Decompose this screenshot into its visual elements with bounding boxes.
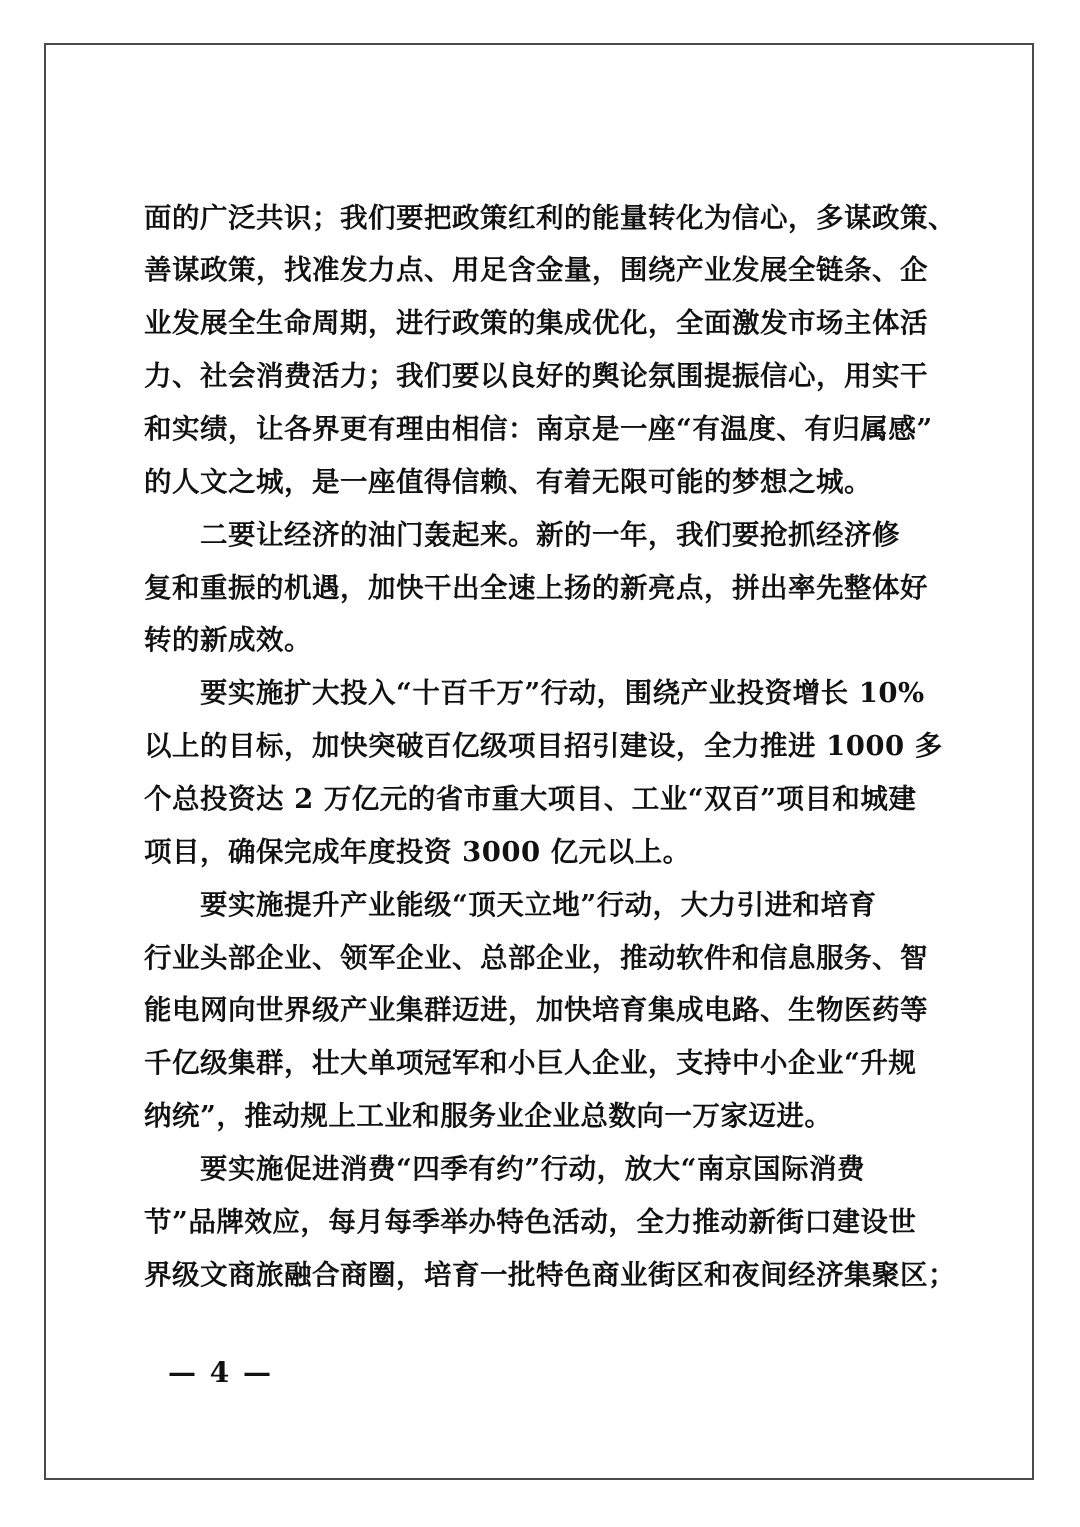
body-line: 和实绩，让各界更有理由相信：南京是一座“有温度、有归属感” (144, 413, 933, 445)
body-line: 力、社会消费活力；我们要以良好的舆论氛围提振信心，用实干 (144, 360, 928, 392)
page-number: — 4 — (168, 1356, 273, 1389)
body-line: 节”品牌效应，每月每季举办特色活动，全力推动新街口建设世 (144, 1206, 917, 1238)
body-line: 转的新成效。 (144, 624, 312, 656)
body-line: 复和重振的机遇，加快干出全速上扬的新亮点，拼出率先整体好 (144, 572, 928, 604)
body-line: 的人文之城，是一座值得信赖、有着无限可能的梦想之城。 (144, 466, 872, 498)
body-line: 项目，确保完成年度投资 3000 亿元以上。 (144, 836, 691, 868)
body-line: 善谋政策，找准发力点、用足含金量，围绕产业发展全链条、企 (144, 254, 928, 286)
body-line: 界级文商旅融合商圈，培育一批特色商业街区和夜间经济集聚区； (144, 1259, 956, 1291)
body-line: 面的广泛共识；我们要把政策红利的能量转化为信心，多谋政策、 (144, 202, 956, 234)
paragraph-start-line: 要实施扩大投入“十百千万”行动，围绕产业投资增长 10% (200, 677, 925, 709)
paragraph-start-line: 要实施促进消费“四季有约”行动，放大“南京国际消费 (200, 1153, 865, 1185)
body-line: 纳统”，推动规上工业和服务业企业总数向一万家迈进。 (144, 1100, 833, 1132)
body-line: 行业头部企业、领军企业、总部企业，推动软件和信息服务、智 (144, 942, 928, 974)
body-line: 业发展全生命周期，进行政策的集成优化，全面激发市场主体活 (144, 307, 928, 339)
paragraph-start-line: 要实施提升产业能级“顶天立地”行动，大力引进和培育 (200, 889, 877, 921)
body-line: 以上的目标，加快突破百亿级项目招引建设，全力推进 1000 多 (144, 730, 943, 762)
body-line: 能电网向世界级产业集群迈进，加快培育集成电路、生物医药等 (144, 994, 928, 1026)
paragraph-start-line: 二要让经济的油门轰起来。新的一年，我们要抢抓经济修 (200, 519, 900, 551)
body-line: 千亿级集群，壮大单项冠军和小巨人企业，支持中小企业“升规 (144, 1047, 917, 1079)
body-line: 个总投资达 2 万亿元的省市重大项目、工业“双百”项目和城建 (144, 783, 917, 815)
